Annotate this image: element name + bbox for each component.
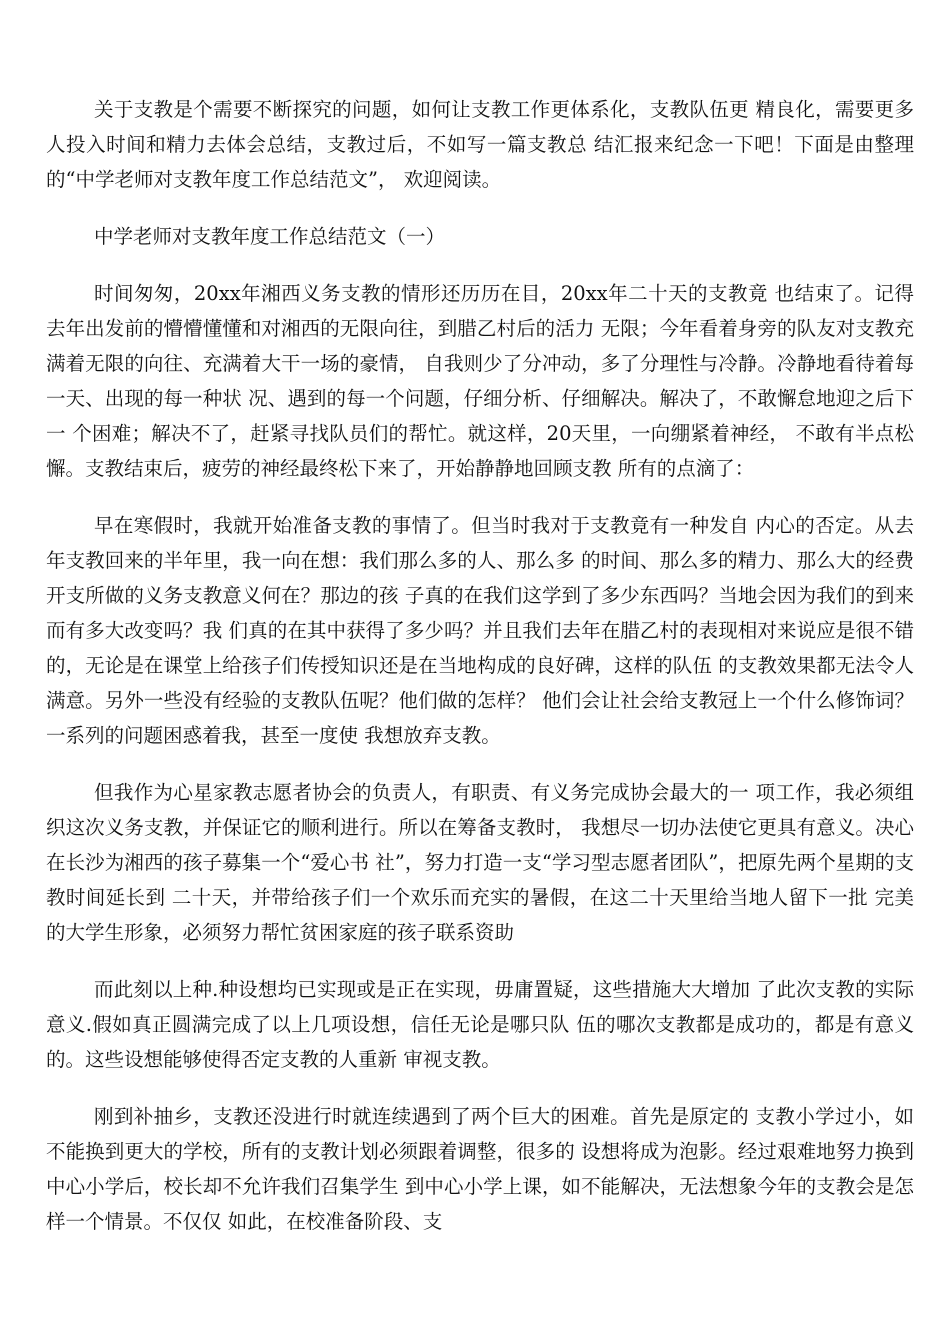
paragraph-gap (46, 753, 914, 775)
body-paragraph: 早在寒假时，我就开始准备支教的事情了。但当时我对于支教竟有一种发自 内心的否定。从去年支教回来的半年里，我一向在想：我们那么多的人、那么多 的时间、那么多的精力、那么大的经费开支所做的义务支教意义何在？那边的孩 子真的在我们这学到了多少东西吗？当地会因为我们的到来而有多大改变吗？我 们真的在其中获得了多少吗？并且我们去年在腊乙村的表现相对来说应是很不错 的，无论是在课堂上给孩子们传授知识还是在当地构成的良好碑，这样的队伍 的支教效果都无法令人满意。另外一些没有经验的支教队伍呢？他们做的怎样？ 他们会让社会给支教冠上一个什么修饰词？ 一系列的问题困惑着我，甚至一度使 我想放弃支教。 (46, 514, 914, 747)
document-page (46, 92, 914, 1239)
section-heading: 中学老师对支教年度工作总结范文（一） (94, 225, 446, 248)
intro-paragraph: 关于支教是个需要不断探究的问题，如何让支教工作更体系化，支教队伍更 精良化，需要更多人投入时间和精力去体会总结，支教过后，不如写一篇支教总 结汇报来纪念一下吧！下面是由整理的“中学老师对支教年度工作总结范文”， 欢迎阅读。 (46, 98, 914, 191)
paragraph-gap (46, 254, 914, 276)
body-paragraph: 而此刻以上种.种设想均已实现或是正在实现，毋庸置疑，这些措施大大增加 了此次支教的实际意义.假如真正圆满完成了以上几项设想，信任无论是哪只队 伍的哪次支教都是成功的，都是有意义的。这些设想能够使得否定支教的人重新 审视支教。 (46, 978, 914, 1071)
paragraph-gap (46, 197, 914, 219)
paragraph-gap (46, 950, 914, 972)
body-paragraph: 但我作为心星家教志愿者协会的负责人，有职责、有义务完成协会最大的一 项工作，我必须组织这次义务支教，并保证它的顺利进行。所以在筹备支教时， 我想尽一切办法使它更具有意义。决心在长沙为湘西的孩子募集一个“爱心书 社”，努力打造一支“学习型志愿者团队”，把原先两个星期的支教时间延长到 二十天，并带给孩子们一个欢乐而充实的暑假，在这二十天里给当地人留下一批 完美的大学生形象，必须努力帮忙贫困家庭的孩子联系资助 (46, 781, 914, 944)
body-paragraph: 时间匆匆，20xx年湘西义务支教的情形还历历在目，20xx年二十天的支教竟 也结束了。记得去年出发前的懵懵懂懂和对湘西的无限向往，到腊乙村后的活力 无限；今年看着身旁的队友对支教充满着无限的向往、充满着大干一场的豪情， 自我则少了分冲动，多了分理性与冷静。冷静地看待着每一天、出现的每一种状 况、遇到的每一个问题，仔细分析、仔细解决。解决了，不敢懈怠地迎之后下一 个困难；解决不了，赶紧寻找队员们的帮忙。就这样，20天里，一向绷紧着神经， 不敢有半点松懈。支教结束后，疲劳的神经最终松下来了，开始静静地回顾支教 所有的点滴了： (46, 282, 914, 480)
body-paragraph: 刚到补抽乡，支教还没进行时就连续遇到了两个巨大的困难。首先是原定的 支教小学过小，如不能换到更大的学校，所有的支教计划必须跟着调整，很多的 设想将成为泡影。经过艰难地努力换到中心小学后，校长却不允许我们召集学生 到中心小学上课，如不能解决，无法想象今年的支教会是怎样一个情景。不仅仅 如此，在校准备阶段、支 (46, 1105, 914, 1233)
paragraph-gap (46, 1077, 914, 1099)
paragraph-gap (46, 486, 914, 508)
